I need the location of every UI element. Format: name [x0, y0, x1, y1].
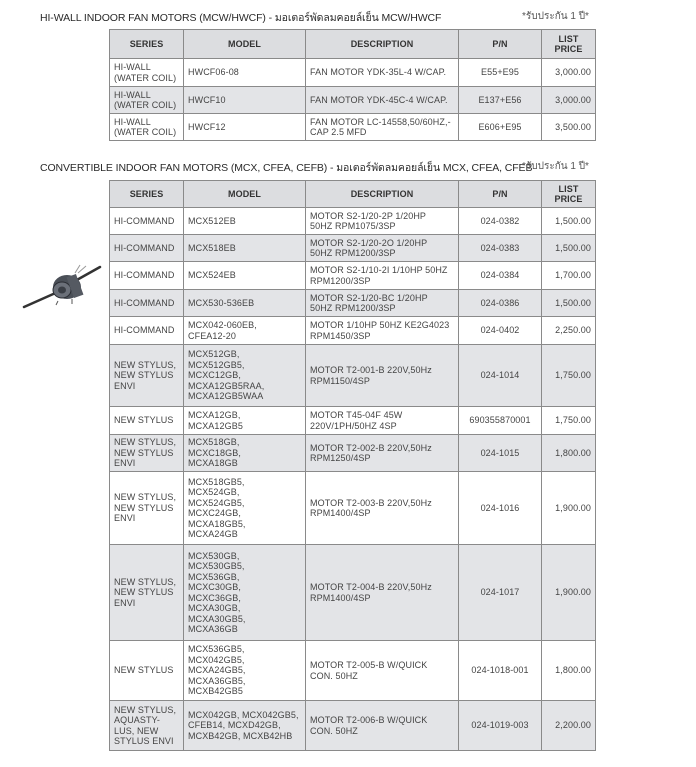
header-model: MODEL [184, 30, 306, 59]
cell-description: MOTOR T2-003-B 220V,50Hz RPM1400/4SP [306, 472, 459, 545]
fan-motor-icon [20, 255, 105, 315]
cell-list-price: 1,750.00 [542, 345, 596, 407]
cell-description: MOTOR S2-1/20-2O 1/20HP 50HZ RPM1200/3SP [306, 235, 459, 262]
cell-list-price: 1,900.00 [542, 545, 596, 641]
cell-series: HI-COMMAND [110, 262, 184, 290]
cell-pn: 024-1019-003 [459, 701, 542, 751]
cell-model: MCX536GB5, MCX042GB5, MCXA24GB5, MCXA36GB5, MCXB42GB5 [184, 641, 306, 701]
cell-pn: 024-1016 [459, 472, 542, 545]
cell-model: MCX512GB, MCX512GB5, MCXC12GB, MCXA12GB5RAA, MCXA12GB5WAA [184, 345, 306, 407]
cell-series: HI-WALL (WATER COIL) [110, 114, 184, 141]
cell-series: HI-COMMAND [110, 235, 184, 262]
table-row [110, 114, 596, 141]
cell-list-price: 3,000.00 [542, 87, 596, 114]
cell-description: MOTOR 1/10HP 50HZ KE2G4023 RPM1450/3SP [306, 317, 459, 345]
cell-model: MCX530-536EB [184, 290, 306, 317]
cell-series: HI-COMMAND [110, 208, 184, 235]
header-series: SERIES [110, 30, 184, 59]
cell-list-price: 1,500.00 [542, 235, 596, 262]
cell-list-price: 2,250.00 [542, 317, 596, 345]
cell-description: MOTOR T2-001-B 220V,50Hz RPM1150/4SP [306, 345, 459, 407]
header-description: DESCRIPTION [306, 181, 459, 208]
cell-series: NEW STYLUS, NEW STYLUS ENVI [110, 545, 184, 641]
cell-pn: 690355870001 [459, 407, 542, 435]
cell-list-price: 3,000.00 [542, 59, 596, 87]
header-pn: P/N [459, 181, 542, 208]
cell-list-price: 1,700.00 [542, 262, 596, 290]
section-title-hiwall: HI-WALL INDOOR FAN MOTORS (MCW/HWCF) - มอเตอร์พัดลมคอยล์เย็น MCW/HWCF [40, 12, 442, 24]
cell-list-price: 1,900.00 [542, 472, 596, 545]
cell-pn: 024-0382 [459, 208, 542, 235]
table-row [110, 317, 596, 345]
cell-series: HI-WALL (WATER COIL) [110, 59, 184, 87]
table-row [110, 545, 596, 641]
header-list-price: LIST PRICE [542, 181, 596, 208]
cell-model: HWCF10 [184, 87, 306, 114]
cell-description: MOTOR T45-04F 45W 220V/1PH/50HZ 4SP [306, 407, 459, 435]
table-row [110, 208, 596, 235]
cell-series: NEW STYLUS, NEW STYLUS ENVI [110, 345, 184, 407]
header-pn: P/N [459, 30, 542, 59]
cell-pn: 024-1017 [459, 545, 542, 641]
cell-list-price: 2,200.00 [542, 701, 596, 751]
table-header-row [110, 181, 596, 208]
cell-pn: E55+E95 [459, 59, 542, 87]
table-row [110, 435, 596, 472]
cell-description: MOTOR S2-1/10-2I 1/10HP 50HZ RPM1200/3SP [306, 262, 459, 290]
header-series: SERIES [110, 181, 184, 208]
cell-model: MCX518EB [184, 235, 306, 262]
cell-pn: 024-0386 [459, 290, 542, 317]
cell-model: MCX530GB, MCX530GB5, MCX536GB, MCXC30GB, MCXC36GB, MCXA30GB, MCXA30GB5, MCXA36GB [184, 545, 306, 641]
cell-description: MOTOR T2-005-B W/QUICK CON. 50HZ [306, 641, 459, 701]
table-row [110, 262, 596, 290]
header-description: DESCRIPTION [306, 30, 459, 59]
cell-series: NEW STYLUS [110, 407, 184, 435]
table-row [110, 345, 596, 407]
cell-model: MCX512EB [184, 208, 306, 235]
table-row [110, 701, 596, 751]
table-row [110, 472, 596, 545]
cell-pn: E137+E56 [459, 87, 542, 114]
cell-description: MOTOR T2-002-B 220V,50Hz RPM1250/4SP [306, 435, 459, 472]
cell-series: NEW STYLUS, AQUASTY- LUS, NEW STYLUS ENVI [110, 701, 184, 751]
cell-pn: 024-0402 [459, 317, 542, 345]
cell-model: MCX518GB, MCXC18GB, MCXA18GB [184, 435, 306, 472]
cell-description: FAN MOTOR YDK-45C-4 W/CAP. [306, 87, 459, 114]
cell-pn: 024-1014 [459, 345, 542, 407]
cell-description: MOTOR S2-1/20-BC 1/20HP 50HZ RPM1200/3SP [306, 290, 459, 317]
convertible-table [109, 180, 596, 751]
table-row [110, 407, 596, 435]
cell-description: MOTOR S2-1/20-2P 1/20HP 50HZ RPM1075/3SP [306, 208, 459, 235]
cell-description: MOTOR T2-004-B 220V,50Hz RPM1400/4SP [306, 545, 459, 641]
cell-model: MCXA12GB, MCXA12GB5 [184, 407, 306, 435]
cell-model: MCX042GB, MCX042GB5, CFEB14, MCXD42GB, MCXB42GB, MCXB42HB [184, 701, 306, 751]
cell-list-price: 1,500.00 [542, 208, 596, 235]
cell-series: HI-WALL (WATER COIL) [110, 87, 184, 114]
cell-pn: 024-0384 [459, 262, 542, 290]
hiwall-table [109, 29, 596, 141]
cell-list-price: 1,800.00 [542, 641, 596, 701]
cell-pn: 024-1018-001 [459, 641, 542, 701]
cell-pn: 024-1015 [459, 435, 542, 472]
cell-series: NEW STYLUS, NEW STYLUS ENVI [110, 472, 184, 545]
table-header-row [110, 30, 596, 59]
cell-model: HWCF12 [184, 114, 306, 141]
cell-list-price: 1,500.00 [542, 290, 596, 317]
cell-pn: 024-0383 [459, 235, 542, 262]
cell-description: FAN MOTOR LC-14558,50/60HZ,- CAP 2.5 MFD [306, 114, 459, 141]
table-row [110, 641, 596, 701]
warranty-note-hiwall: *รับประกัน 1 ปี* [522, 11, 589, 22]
cell-list-price: 1,750.00 [542, 407, 596, 435]
cell-series: NEW STYLUS [110, 641, 184, 701]
cell-description: FAN MOTOR YDK-35L-4 W/CAP. [306, 59, 459, 87]
cell-model: HWCF06-08 [184, 59, 306, 87]
cell-series: HI-COMMAND [110, 317, 184, 345]
cell-list-price: 3,500.00 [542, 114, 596, 141]
cell-series: NEW STYLUS, NEW STYLUS ENVI [110, 435, 184, 472]
cell-pn: E606+E95 [459, 114, 542, 141]
header-model: MODEL [184, 181, 306, 208]
cell-model: MCX518GB5, MCX524GB, MCX524GB5, MCXC24GB, MCXA18GB5, MCXA24GB [184, 472, 306, 545]
cell-description: MOTOR T2-006-B W/QUICK CON. 50HZ [306, 701, 459, 751]
cell-series: HI-COMMAND [110, 290, 184, 317]
section-title-convertible: CONVERTIBLE INDOOR FAN MOTORS (MCX, CFEA, CEFB) - มอเตอร์พัดลมคอยล์เย็น MCX, CFEA, CFEB [40, 162, 533, 174]
table-row [110, 235, 596, 262]
header-list-price: LIST PRICE [542, 30, 596, 59]
cell-model: MCX524EB [184, 262, 306, 290]
table-row [110, 290, 596, 317]
warranty-note-convertible: *รับประกัน 1 ปี* [522, 161, 589, 172]
table-row [110, 87, 596, 114]
cell-model: MCX042-060EB, CFEA12-20 [184, 317, 306, 345]
cell-list-price: 1,800.00 [542, 435, 596, 472]
table-row [110, 59, 596, 87]
